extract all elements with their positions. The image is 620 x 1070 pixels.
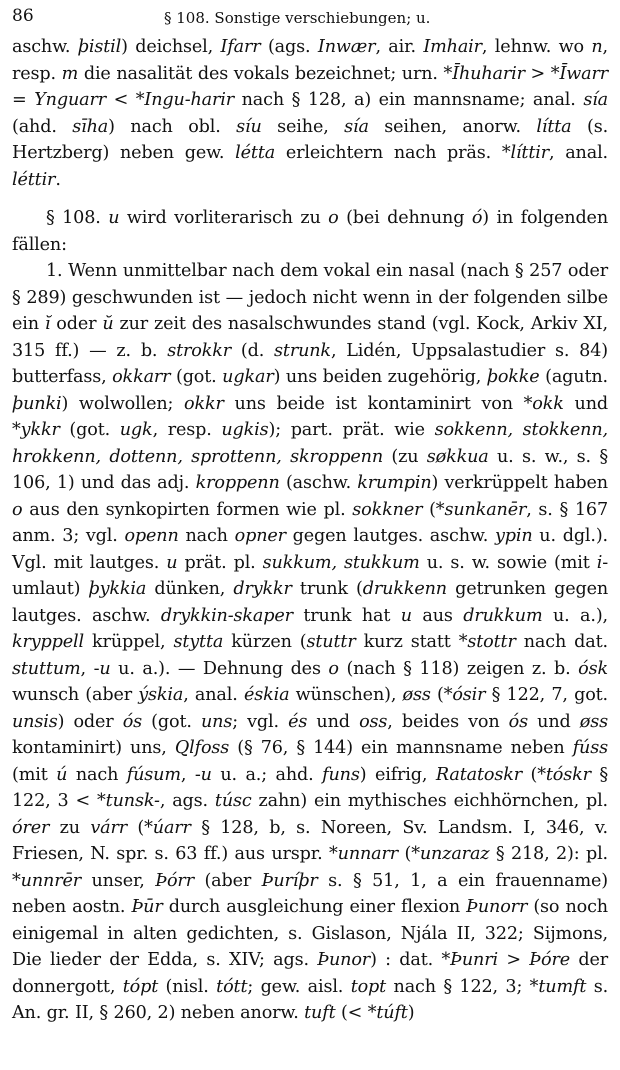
section-108-heading-paragraph: § 108. u wird vorliterarisch zu o (bei dehnung ó) in folgenden fällen: (12, 208, 609, 255)
page-header (12, 4, 608, 34)
book-page (12, 4, 608, 1027)
running-title: § 108. Sonstige verschiebungen; u. (164, 9, 431, 27)
page-number: 86 (12, 6, 34, 26)
paragraph-point-1: 1. Wenn unmittelbar nach dem vokal ein nasal (nach § 257 oder § 289) geschwunden ist — jedoch nicht wenn in der folgenden silbe ein ĭ oder ŭ zur zeit des nasalschwundes stand (vgl. Kock, Arkiv XI, 315 ff.) — z. b. strokkr (d. strunk, Lidén, Uppsalastudier s. 84) butterfass, okkarr (got. ugkar) uns beiden zugehörig, þokke (agutn. þunki) wolwollen; okkr uns beide ist kontaminirt von *okk und *ykkr (got. ugk, resp. ugkis); part. prät. wie sokkenn, stokkenn, hrokkenn, dottenn, sprottenn, skroppenn (zu søkkua u. s. w., s. § 106, 1) und das adj. kroppenn (aschw. krumpin) verkrüppelt haben o aus den synkopirten formen wie pl. sokkner (*sunkanēr, s. § 167 anm. 3; vgl. openn nach opner gegen lautges. aschw. ypin u. dgl.). Vgl. mit lautges. u prät. pl. sukkum, stukkum u. s. w. sowie (mit i-umlaut) þykkia dünken, drykkr trunk (drukkenn getrunken gegen lautges. aschw. drykkin-skaper trunk hat u aus drukkum u. a.), kryppell krüppel, stytta kürzen (stuttr kurz statt *stottr nach dat. stuttum, -u u. a.). — Dehnung des o (nach § 118) zeigen z. b. ósk wunsch (aber ýskia, anal. éskia wünschen), øss (*ósir § 122, 7, got. unsis) oder ós (got. uns; vgl. és und oss, beides von ós und øss kontaminirt) uns, Qlfoss (§ 76, § 144) ein mannsname neben fúss (mit ú nach fúsum, -u u. a.; ahd. funs) eifrig, Ratatoskr (*tóskr § 122, 3 < *tunsk-, ags. túsc zahn) ein mythisches eichhörnchen, pl. órer zu várr (*úarr § 128, b, s. Noreen, Sv. Landsm. I, 346, v. Friesen, N. spr. s. 63 ff.) aus urspr. *unnarr (*unzaraz § 218, 2): pl. *unnrēr unser, Þórr (aber Þuríþr s. § 51, 1, a ein frauenname) neben aostn. Þūr durch ausgleichung einer flexion Þunorr (so noch einigemal in alten gedichten, s. Gislason, Njála II, 322; Sijmons, Die lieder der Edda, s. XIV; ags. Þunor) : dat. *Þunri > Þóre der donnergott, tópt (nisl. tótt; gew. aisl. topt nach § 122, 3; *tumft s. An. gr. II, § 260, 2) neben anorw. tuft (< *túft) (12, 261, 609, 1023)
paragraph-continuation: aschw. þistil) deichsel, Ifarr (ags. Inwær, air. Imhair, lehnw. wo n, resp. m die nasalität des vokals bezeichnet; urn. *Īhuharir > *Īwarr = Ynguarr < *Ingu-harir nach § 128, a) ein mannsname; anal. sía (ahd. sīha) nach obl. síu seihe, sía seihen, anorw. lítta (s. Hertzberg) neben gew. létta erleichtern nach präs. *líttir, anal. léttir. (12, 37, 609, 190)
body-text (12, 34, 608, 1027)
